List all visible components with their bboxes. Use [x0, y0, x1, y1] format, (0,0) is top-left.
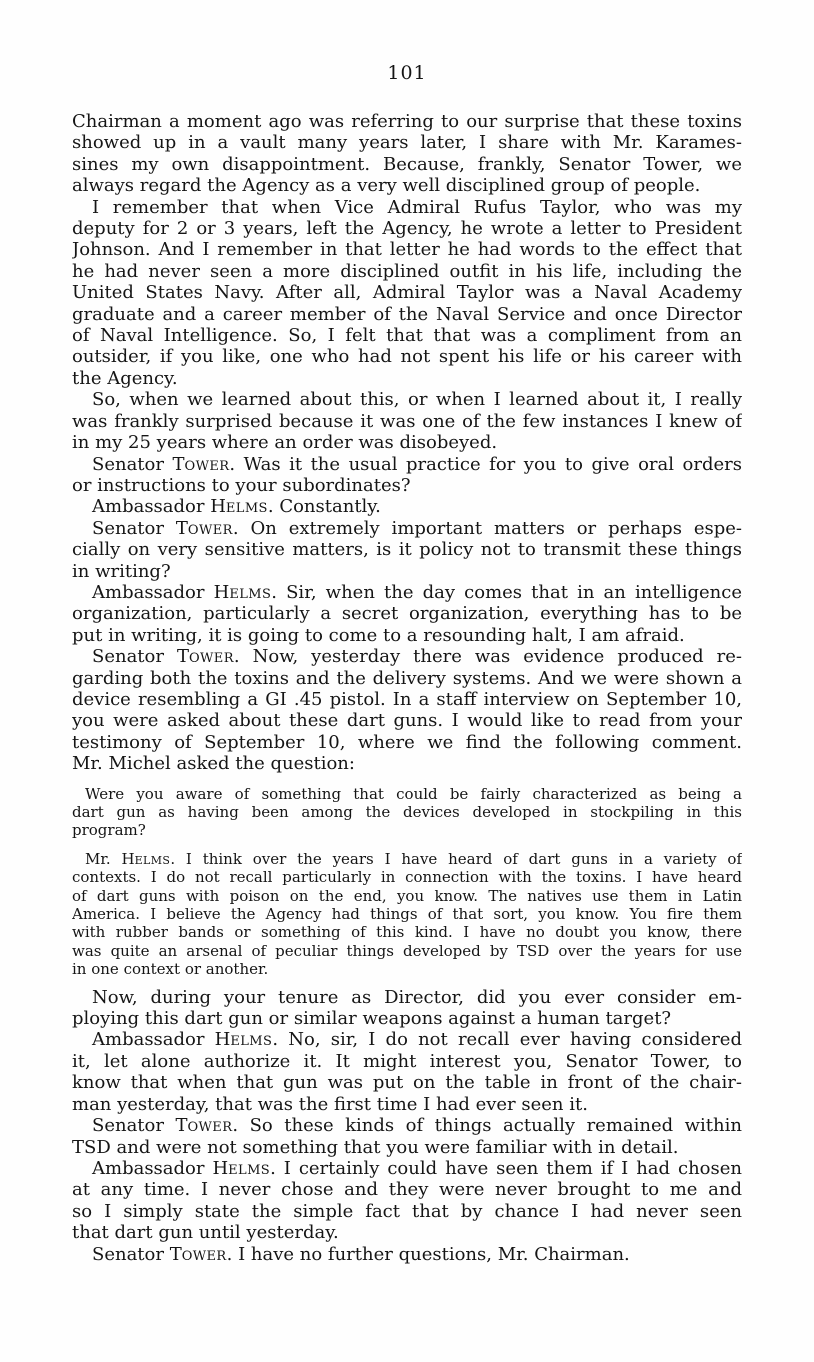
- text-line: showed up in a vault many years later, I share with Mr. Karames-: [72, 132, 742, 154]
- paragraph: [72, 1029, 742, 1115]
- text-line: he had never seen a more disciplined outfit in his life, including the: [72, 260, 742, 282]
- small-caps-name: elms: [229, 581, 272, 603]
- small-caps-name: elms: [230, 1029, 273, 1051]
- paragraph: [72, 496, 742, 517]
- text-line: or instructions to your subordinates?: [72, 474, 411, 496]
- text-line: know that when that gun was put on the table in front of the chair-: [72, 1072, 742, 1094]
- text-line: it, let alone authorize it. It might interest you, Senator Tower, to: [72, 1050, 742, 1072]
- paragraph: [72, 518, 742, 582]
- text-line: that dart gun until yesterday.: [72, 1222, 339, 1244]
- page-body: [72, 111, 742, 1265]
- text-line: so I simply state the simple fact that by chance I had never seen: [72, 1200, 742, 1222]
- paragraph: [72, 389, 742, 453]
- text-line: deputy for 2 or 3 years, left the Agency, he wrote a letter to President: [72, 218, 742, 240]
- text-line: contexts. I do not recall particularly in connection with the toxins. I have heard: [72, 868, 742, 887]
- text-line: was frankly surprised because it was one of the few instances I knew of: [72, 410, 742, 432]
- small-caps-name: ower: [188, 646, 234, 668]
- text-line: program?: [72, 821, 146, 840]
- paragraph: [72, 454, 742, 497]
- page-number: 101: [387, 62, 427, 84]
- paragraph: [72, 1115, 742, 1158]
- text-line: Ambassador Helms. I certainly could have seen them if I had chosen: [92, 1157, 742, 1179]
- text-line: was quite an arsenal of peculiar things developed by TSD over the years for use: [72, 941, 742, 960]
- text-line: testimony of September 10, where we find the following comment.: [72, 731, 742, 753]
- small-caps-name: elms: [228, 1157, 271, 1179]
- excerpt-paragraph: [72, 850, 742, 979]
- text-line: So, when we learned about this, or when I learned about it, I really: [92, 389, 742, 411]
- text-line: Now, during your tenure as Director, did you ever consider em-: [92, 986, 742, 1008]
- text-line: TSD and were not something that you were familiar with in detail.: [72, 1136, 679, 1158]
- text-line: Were you aware of something that could be fairly characterized as being a: [85, 784, 742, 803]
- text-line: you were asked about these dart guns. I would like to read from your: [72, 710, 742, 732]
- paragraph: [72, 111, 742, 197]
- text-line: I remember that when Vice Admiral Rufus Taylor, who was my: [92, 196, 742, 218]
- text-line: ploying this dart gun or similar weapons against a human target?: [72, 1008, 672, 1030]
- text-line: at any time. I never chose and they were never brought to me and: [72, 1179, 742, 1201]
- text-line: in one context or another.: [72, 960, 269, 979]
- text-line: Mr. Michel asked the question:: [72, 753, 355, 775]
- text-line: outsider, if you like, one who had not spent his life or his career with: [72, 346, 742, 368]
- text-line: of Naval Intelligence. So, I felt that that was a compliment from an: [72, 325, 742, 347]
- text-line: Senator Tower. On extremely important matters or perhaps espe-: [92, 517, 742, 539]
- text-line: Ambassador Helms. No, sir, I do not recall ever having considered: [92, 1029, 742, 1051]
- text-line: put in writing, it is going to come to a resounding halt, I am afraid.: [72, 624, 685, 646]
- text-line: garding both the toxins and the delivery systems. And we were shown a: [72, 667, 742, 689]
- text-line: always regard the Agency as a very well disciplined group of people.: [72, 175, 701, 197]
- text-line: device resembling a GI .45 pistol. In a staff interview on September 10,: [72, 688, 742, 710]
- text-line: Chairman a moment ago was referring to our surprise that these toxins: [72, 111, 742, 132]
- small-caps-name: ower: [184, 453, 230, 475]
- text-line: America. I believe the Agency had things of that sort, you know. You fire them: [72, 905, 742, 924]
- small-caps-name: elms: [225, 496, 268, 518]
- text-line: Senator Tower. Was it the usual practice for you to give oral orders: [92, 453, 742, 475]
- text-line: in my 25 years where an order was disobeyed.: [72, 432, 498, 454]
- text-line: the Agency.: [72, 367, 178, 389]
- paragraph: [72, 1158, 742, 1244]
- text-line: Ambassador Helms. Constantly.: [92, 496, 381, 518]
- small-caps-name: ower: [187, 517, 233, 539]
- text-line: Senator Tower. So these kinds of things actually remained within: [92, 1115, 742, 1137]
- text-line: organization, particularly a secret organization, everything has to be: [72, 603, 742, 625]
- small-caps-name: ower: [187, 1115, 233, 1137]
- text-line: sines my own disappointment. Because, frankly, Senator Tower, we: [72, 153, 742, 175]
- paragraph: [72, 582, 742, 646]
- paragraph: [72, 1244, 742, 1265]
- text-line: of dart guns with poison on the end, you know. The natives use them in Latin: [72, 886, 742, 905]
- small-caps-name: ower: [181, 1243, 227, 1265]
- text-line: cially on very sensitive matters, is it policy not to transmit these things: [72, 539, 742, 561]
- text-line: Mr. Helms. I think over the years I have heard of dart guns in a variety of: [85, 849, 742, 868]
- text-line: Johnson. And I remember in that letter he had words to the effect that: [72, 239, 742, 261]
- paragraph: [72, 646, 742, 774]
- text-line: Senator Tower. I have no further questions, Mr. Chairman.: [92, 1243, 630, 1265]
- text-line: Senator Tower. Now, yesterday there was evidence produced re-: [92, 646, 742, 668]
- text-line: United States Navy. After all, Admiral Taylor was a Naval Academy: [72, 282, 742, 304]
- text-line: dart gun as having been among the devices developed in stockpiling in this: [72, 803, 742, 821]
- text-line: Ambassador Helms. Sir, when the day comes that in an intelligence: [92, 581, 742, 603]
- text-line: graduate and a career member of the Naval Service and once Director: [72, 303, 742, 325]
- text-line: man yesterday, that was the first time I had ever seen it.: [72, 1093, 588, 1115]
- text-line: with rubber bands or something of this kind. I have no doubt you know, there: [72, 923, 742, 942]
- paragraph: [72, 197, 742, 390]
- small-caps-name: elms: [134, 849, 171, 868]
- paragraph: [72, 987, 742, 1030]
- text-line: in writing?: [72, 560, 171, 582]
- excerpt-paragraph: [72, 785, 742, 840]
